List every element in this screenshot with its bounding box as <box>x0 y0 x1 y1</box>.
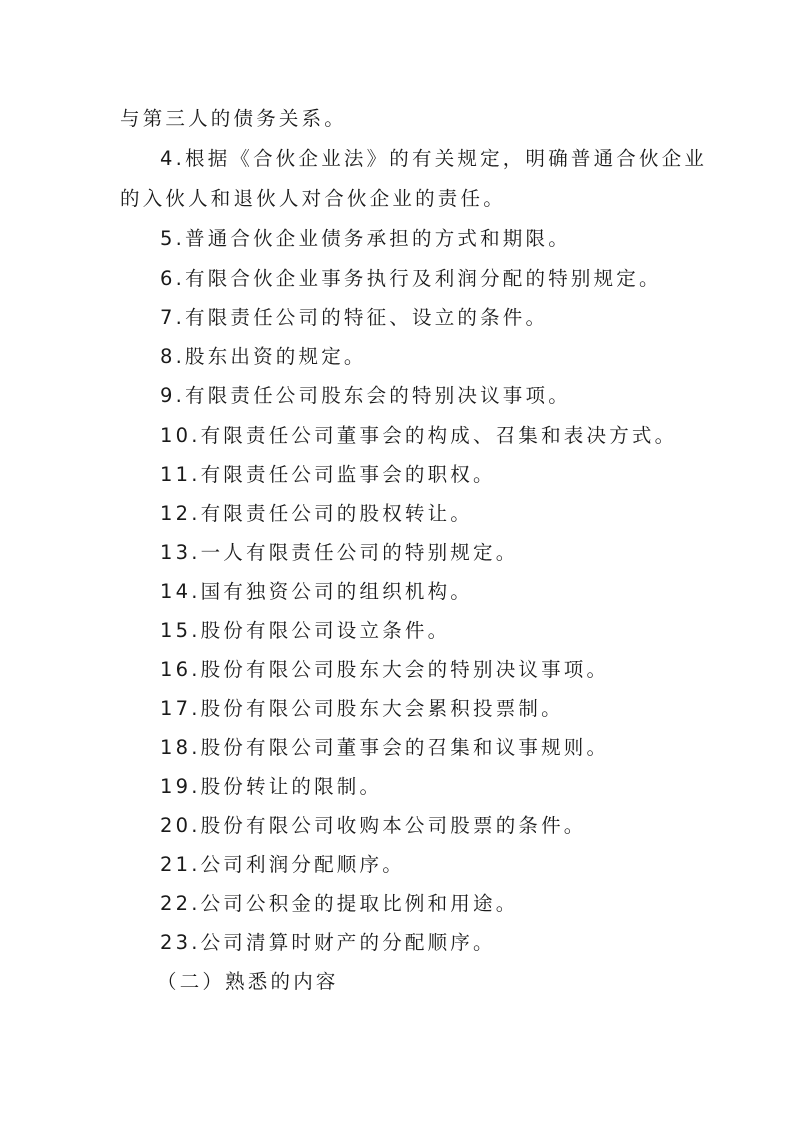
text-line-18: 19.股份转让的限制。 <box>160 775 383 798</box>
text-line-5: 6.有限合伙企业事务执行及利润分配的特别规定。 <box>160 267 662 290</box>
text-line-19: 20.股份有限公司收购本公司股票的条件。 <box>160 814 587 837</box>
text-line-17: 18.股份有限公司董事会的召集和议事规则。 <box>160 736 610 759</box>
text-line-9: 10.有限责任公司董事会的构成、召集和表决方式。 <box>160 424 678 447</box>
text-line-21: 22.公司公积金的提取比例和用途。 <box>160 892 519 915</box>
text-line-8: 9.有限责任公司股东会的特别决议事项。 <box>160 384 571 407</box>
text-line-20: 21.公司利润分配顺序。 <box>160 853 405 876</box>
text-line-13: 14.国有独资公司的组织机构。 <box>160 580 474 603</box>
text-line-2: 4.根据《合伙企业法》的有关规定，明确普通合伙企业 <box>160 147 708 170</box>
text-line-15: 16.股份有限公司股东大会的特别决议事项。 <box>160 658 610 681</box>
text-line-22: 23.公司清算时财产的分配顺序。 <box>160 931 496 954</box>
section-heading: （二）熟悉的内容 <box>157 970 339 993</box>
text-line-16: 17.股份有限公司股东大会累积投票制。 <box>160 697 564 720</box>
text-line-10: 11.有限责任公司监事会的职权。 <box>160 463 496 486</box>
text-line-12: 13.一人有限责任公司的特别规定。 <box>160 541 519 564</box>
text-line-11: 12.有限责任公司的股权转让。 <box>160 502 474 525</box>
text-line-6: 7.有限责任公司的特征、设立的条件。 <box>160 306 549 329</box>
text-line-4: 5.普通合伙企业债务承担的方式和期限。 <box>160 227 571 250</box>
text-line-1: 与第三人的债务关系。 <box>120 107 348 130</box>
text-line-14: 15.股份有限公司设立条件。 <box>160 619 451 642</box>
text-line-7: 8.股东出资的规定。 <box>160 345 367 368</box>
text-line-3: 的入伙人和退伙人对合伙企业的责任。 <box>120 187 506 210</box>
